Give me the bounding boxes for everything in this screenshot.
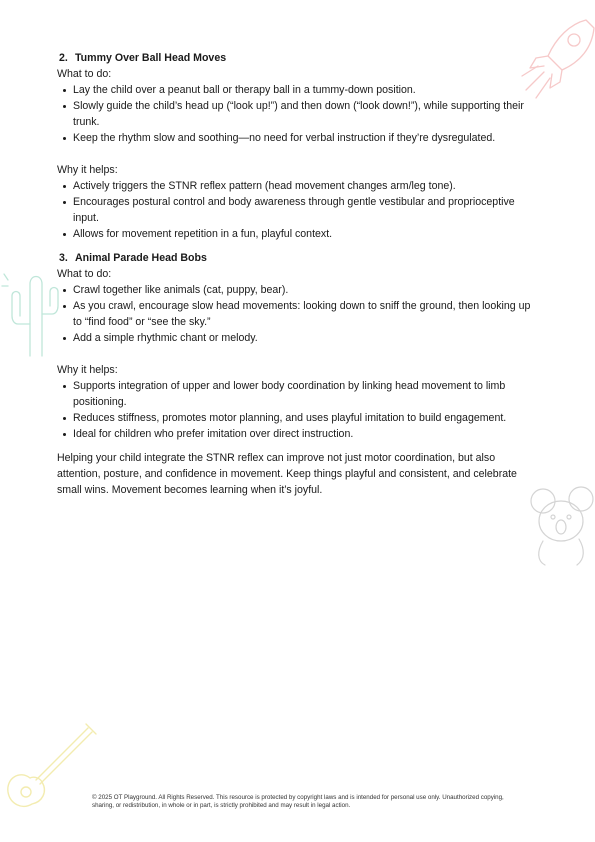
what-to-do-list: [57, 282, 537, 346]
why-it-helps-list: [57, 178, 537, 242]
list-item: Slowly guide the child’s head up (“look up!”) and then down (“look down!”), while supporting their trunk.: [57, 98, 537, 130]
copyright-footer: © 2025 OT Playground. All Rights Reserved. This resource is protected by copyright laws and is intended for personal use only. Unauthorized copying, sharing, or redistribution, in whole or in part, is strictly prohibited and may result in legal action.: [92, 794, 504, 809]
what-to-do-list: [57, 82, 537, 146]
why-it-helps-label: Why it helps:: [57, 164, 118, 176]
section-number: 2.: [59, 52, 68, 64]
section-title: Animal Parade Head Bobs: [75, 252, 207, 264]
document-body: [57, 50, 537, 498]
list-item: Lay the child over a peanut ball or therapy ball in a tummy-down position.: [57, 82, 537, 98]
what-to-do-label: What to do:: [57, 68, 112, 80]
list-item: As you crawl, encourage slow head movements: looking down to sniff the ground, then looking up to “find food” or “see the sky.”: [57, 298, 537, 330]
cactus-doodle: [0, 266, 60, 361]
list-item: Crawl together like animals (cat, puppy, bear).: [57, 282, 537, 298]
list-item: Supports integration of upper and lower body coordination by linking head movement to limb positioning.: [57, 378, 537, 410]
what-to-do-label: What to do:: [57, 268, 112, 280]
list-item: Add a simple rhythmic chant or melody.: [57, 330, 537, 346]
list-item: Ideal for children who prefer imitation over direct instruction.: [57, 426, 537, 442]
closing-paragraph: Helping your child integrate the STNR reflex can improve not just motor coordination, but also attention, posture, and confidence in movement. Keep things playful and consistent, and celebrate small wins. Movement becomes learning when it’s joyful.: [57, 452, 517, 496]
section-title: Tummy Over Ball Head Moves: [75, 52, 227, 64]
section-heading: [57, 250, 537, 266]
guitar-doodle: [0, 718, 100, 818]
section-tummy-over-ball: [57, 50, 537, 242]
section-heading: [57, 50, 537, 66]
why-it-helps-list: [57, 378, 537, 442]
why-it-helps-label: Why it helps:: [57, 364, 118, 376]
list-item: Actively triggers the STNR reflex pattern (head movement changes arm/leg tone).: [57, 178, 537, 194]
list-item: Reduces stiffness, promotes motor planning, and uses playful imitation to build engagement.: [57, 410, 537, 426]
section-animal-parade: [57, 250, 537, 442]
section-number: 3.: [59, 252, 68, 264]
list-item: Encourages postural control and body awareness through gentle vestibular and proprioceptive input.: [57, 194, 537, 226]
list-item: Allows for movement repetition in a fun, playful context.: [57, 226, 537, 242]
list-item: Keep the rhythm slow and soothing—no need for verbal instruction if they’re dysregulated.: [57, 130, 537, 146]
